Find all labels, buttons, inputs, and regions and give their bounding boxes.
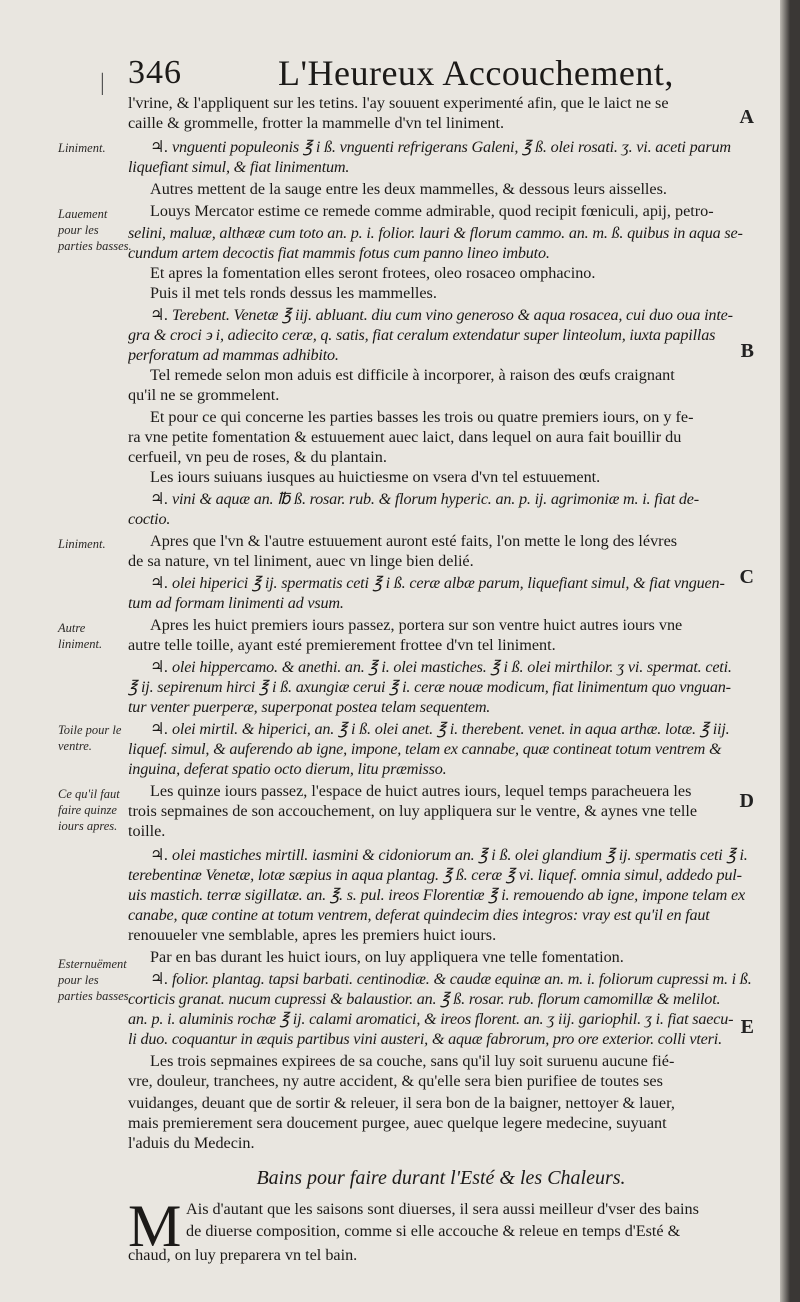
text-line: de sa nature, vn tel liniment, auec vn linge bien delié. <box>128 552 474 570</box>
text-line: Puis il met tels ronds dessus les mammelles. <box>150 284 437 302</box>
side-letter-d: D <box>739 790 754 812</box>
text-line: inguina, deferat spatio octo dierum, litu præmisso. <box>128 760 447 778</box>
text-line: Louys Mercator estime ce remede comme admirable, quod recipit fœniculi, apij, petro- <box>150 202 714 220</box>
text-line: toille. <box>128 822 166 840</box>
text-line: qu'il ne se grommelent. <box>128 386 280 404</box>
text-line: mais premierement sera doucement purgee, auec quelque legere medecine, suyuant <box>128 1114 667 1132</box>
text-line: ♃. olei hiperici ℥ ij. spermatis ceti ℥ i ß. ceræ albæ parum, liquefiant simul, & fiat vnguen- <box>150 574 725 592</box>
text-line: selini, maluæ, althææ cum toto an. p. i. folior. lauri & florum cammo. an. m. ß. quibus in aqua se- <box>128 224 743 242</box>
text-line: ♃. olei mirtil. & hiperici, an. ℥ i ß. olei anet. ℥ i. therebent. venet. in aqua arthæ. lotæ. ℥ iij. <box>150 720 730 738</box>
text-line: autre telle toille, ayant esté premierement frottee d'vn tel liniment. <box>128 636 556 654</box>
text-line: Par en bas durant les huict iours, on luy appliquera vne telle fomentation. <box>150 948 624 966</box>
text-line: liquefiant simul, & fiat linimentum. <box>128 158 350 176</box>
text-line: ♃. vini & aquæ an. ℔ ß. rosar. rub. & florum hyperic. an. p. ij. agrimoniæ m. i. fiat de- <box>150 490 699 508</box>
text-line: ♃. olei mastiches mirtill. iasmini & cidoniorum an. ℥ i ß. olei glandium ℥ ij. spermatis ceti ℥ i. <box>150 846 748 864</box>
text-line: coctio. <box>128 510 171 528</box>
margin-note: Liniment. <box>58 537 106 551</box>
text-line: ♃. olei hippercamo. & anethi. an. ℥ i. olei mastiches. ℥ i ß. olei mirthilor. ʒ vi. spermat. ceti. <box>150 658 732 676</box>
text-line: Ais d'autant que les saisons sont diuerses, il sera aussi meilleur d'vser des bains <box>186 1200 699 1218</box>
page-header <box>128 54 768 94</box>
text-line: cerfueil, vn peu de roses, & du plantain. <box>128 448 387 466</box>
text-line: ra vne petite fomentation & estuuement auec laict, dans lequel on aura fait bouillir du <box>128 428 682 446</box>
text-line: terebentinæ Venetæ, lotæ sæpius in aqua plantag. ℥ ß. ceræ ℥ vi. liquef. omnia simul, addedo pul- <box>128 866 742 884</box>
section-heading: Bains pour faire durant l'Esté & les Chaleurs. <box>256 1167 626 1189</box>
text-line: Les iours suiuans iusques au huictiesme on vsera d'vn tel estuuement. <box>150 468 601 486</box>
text-line: liquef. simul, & auferendo ab igne, impone, telam ex cannabe, quæ contineat totum ventrem & <box>128 740 722 758</box>
page-binding-shadow <box>780 0 790 1302</box>
text-line: chaud, on luy preparera vn tel bain. <box>128 1246 358 1264</box>
text-line: Autres mettent de la sauge entre les deux mammelles, & dessous leurs aisselles. <box>150 180 667 198</box>
running-title: L'Heureux Accouchement, <box>278 53 674 93</box>
text-line: li duo. coquantur in æquis partibus vini austeri, & aquæ fabrorum, pro ore exterior. colli vteri. <box>128 1030 722 1048</box>
side-letter-a: A <box>739 106 754 128</box>
text-line: ♃. folior. plantag. tapsi barbati. centinodiæ. & caudæ equinæ an. m. i. foliorum cupressi m. i ß. <box>150 970 752 988</box>
margin-note: Liniment. <box>58 141 106 155</box>
text-line: perforatum ad mammas adhibito. <box>128 346 339 364</box>
side-letter-c: C <box>739 566 754 588</box>
text-line: Les trois sepmaines expirees de sa couche, sans qu'il luy soit suruenu aucune fié- <box>150 1052 675 1070</box>
text-line: renouueler vne semblable, apres les premiers huict iours. <box>128 926 497 944</box>
text-line: cundum artem decoctis fiat mammis fotus cum panno lineo imbuto. <box>128 244 550 262</box>
text-line: an. p. i. aluminis rochæ ℥ ij. calami aromatici, & ireos florent. an. ʒ iij. gariophil. ʒ i. fiat saecu- <box>128 1010 734 1028</box>
text-line: ℥ ij. sepirenum hirci ℥ i ß. axungiæ cerui ℥ i. ceræ nouæ modicum, fiat linimentum quo vnguan- <box>128 678 731 696</box>
text-line: l'vrine, & l'appliquent sur les tetins. l'ay souuent experimenté afin, que le laict ne se <box>128 94 669 112</box>
text-line: canabe, quæ contine at totum ventrem, deferat quindecim dies integros: vray est qu'il en faut <box>128 906 710 924</box>
text-line: tur venter puerperæ, superponat postea telam sequentem. <box>128 698 491 716</box>
text-line: corticis granat. nucum cupressi & balaustior. an. ℥ ß. rosar. rub. florum camomillæ & melilot. <box>128 990 721 1008</box>
text-line: tum ad formam linimenti ad vsum. <box>128 594 344 612</box>
page-number: 346 <box>128 54 182 91</box>
text-line: vre, douleur, tranchees, ny autre accident, & qu'elle sera bien purifiee de toutes ses <box>128 1072 663 1090</box>
side-letter-e: E <box>740 1016 754 1038</box>
text-line: de diuerse composition, comme si elle accouche & releue en temps d'Esté & <box>186 1222 681 1240</box>
text-line: ♃. Terebent. Venetæ ℥ iij. abluant. diu cum vino generoso & aqua rosacea, cui duo oua inte- <box>150 306 733 324</box>
text-line: Les quinze iours passez, l'espace de huict autres iours, lequel temps paracheuera les <box>150 782 692 800</box>
side-letter-b: B <box>740 340 754 362</box>
margin-note: Esternuëment pour les parties basses. <box>58 957 132 1003</box>
margin-note: Autre liniment. <box>58 621 103 651</box>
text-line: Tel remede selon mon aduis est difficile à incorporer, à raison des œufs craignant <box>150 366 675 384</box>
margin-note: Toile pour le ventre. <box>58 723 122 753</box>
text-line: trois sepmaines de son accouchement, on luy appliquera sur le ventre, & aynes vne telle <box>128 802 698 820</box>
text-line: Et apres la fomentation elles seront frotees, oleo rosaceo omphacino. <box>150 264 596 282</box>
text-line: Et pour ce qui concerne les parties basses les trois ou quatre premiers iours, on y fe- <box>150 408 694 426</box>
margin-note: Ce qu'il faut faire quinze iours apres. <box>58 787 120 833</box>
text-line: vuidanges, deuant que de sortir & releuer, il sera bon de la baigner, nettoyer & lauer, <box>128 1094 675 1112</box>
text-line: uis mastich. terræ sigillatæ. an. ℥. s. pul. ireos Florentiæ ℥ i. remouendo ab igne, impone telam ex <box>128 886 745 904</box>
text-line: ♃. vnguenti populeonis ℥ i ß. vnguenti refrigerans Galeni, ℥ ß. olei rosati. ʒ. vi. aceti parum <box>150 138 731 156</box>
drop-cap: M <box>128 1193 182 1259</box>
margin-note: Lauement pour les parties basses. <box>58 207 132 253</box>
margin-mark: | <box>100 70 105 96</box>
text-line: caille & grommelle, frotter la mammelle d'vn tel liniment. <box>128 114 505 132</box>
text-line: gra & croci ϶ i, adiecito ceræ, q. satis, fiat ceralum extendatur super linteolum, iuxta papillas <box>128 326 716 344</box>
text-line: Apres les huict premiers iours passez, portera sur son ventre huict autres iours vne <box>150 616 683 634</box>
text-line: l'aduis du Medecin. <box>128 1134 255 1152</box>
text-line: Apres que l'vn & l'autre estuuement auront esté faits, l'on mette le long des lévres <box>150 532 678 550</box>
